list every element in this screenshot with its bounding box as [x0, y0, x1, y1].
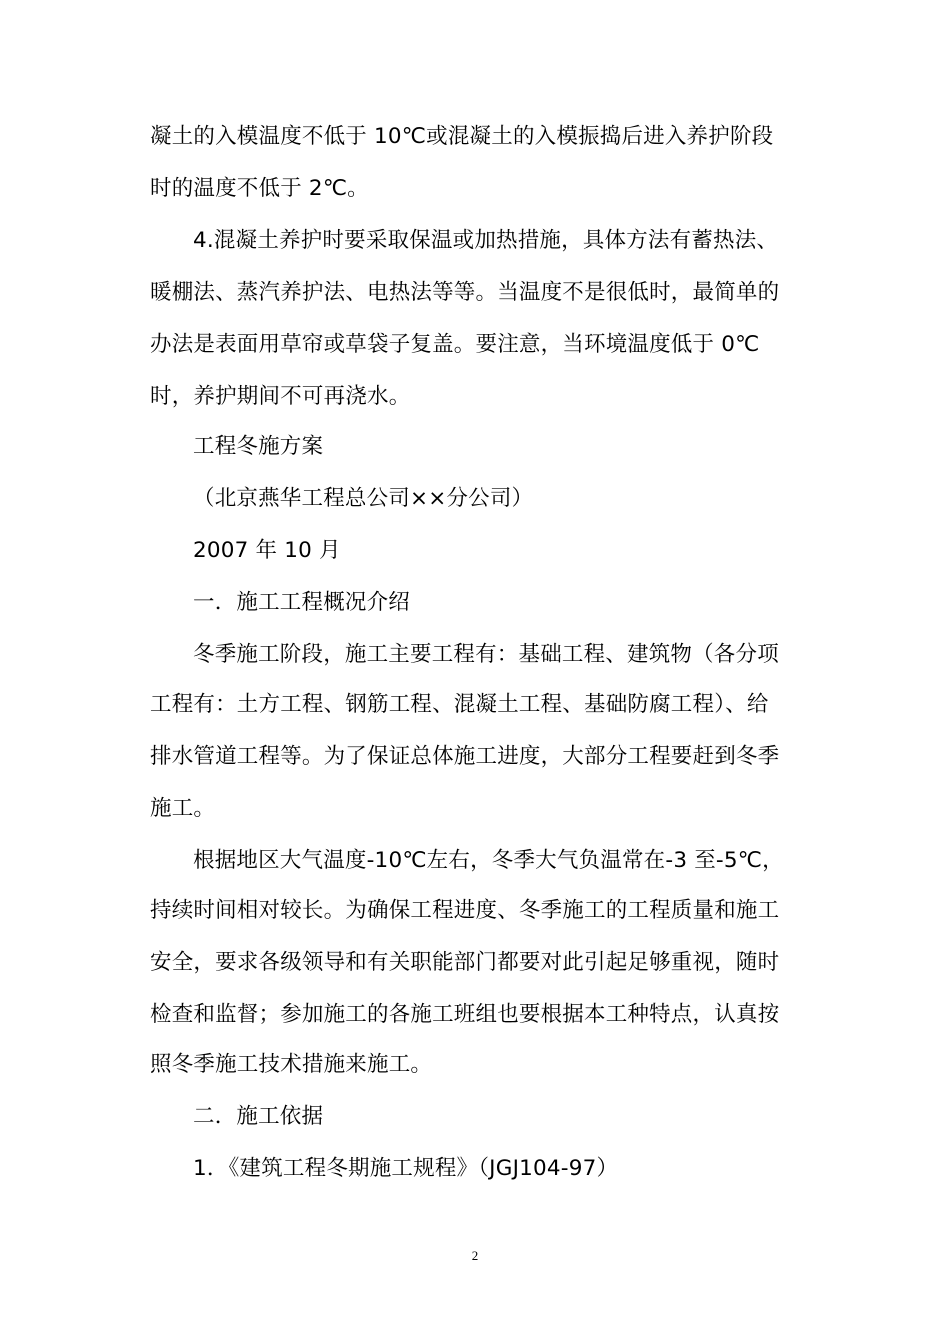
page-number: 2: [471, 1248, 479, 1263]
document-date: 2007 年 10 月: [193, 538, 341, 563]
paragraph-line: 时，养护期间不可再浇水。: [150, 384, 411, 409]
paragraph-line: 检查和监督；参加施工的各施工班组也要根据本工种特点，认真按: [150, 1002, 780, 1027]
section-heading: 二．施工依据: [193, 1104, 324, 1129]
paragraph-line: 安全，要求各级领导和有关职能部门都要对此引起足够重视，随时: [150, 950, 780, 975]
paragraph-line: 工程有：土方工程、钢筋工程、混凝土工程、基础防腐工程）、给: [150, 692, 769, 717]
paragraph-line: 照冬季施工技术措施来施工。: [150, 1052, 433, 1077]
section-heading: 一．施工工程概况介绍: [193, 590, 411, 615]
paragraph-line: 根据地区大气温度-10℃左右，冬季大气负温常在-3 至-5℃，: [193, 848, 784, 873]
paragraph-line: 排水管道工程等。为了保证总体施工进度，大部分工程要赶到冬季: [150, 744, 780, 769]
paragraph-line: 暖棚法、蒸汽养护法、电热法等等。当温度不是很低时，最简单的: [150, 280, 780, 305]
list-item: 1．《建筑工程冬期施工规程》（JGJ104-97）: [193, 1156, 619, 1181]
paragraph-line: 冬季施工阶段，施工主要工程有：基础工程、建筑物（各分项: [193, 642, 779, 667]
paragraph-line: 凝土的入模温度不低于 10℃或混凝土的入模振捣后进入养护阶段: [150, 124, 774, 149]
document-author: （北京燕华工程总公司××分公司）: [193, 486, 534, 511]
paragraph-line: 时的温度不低于 2℃。: [150, 176, 369, 201]
paragraph-line: 持续时间相对较长。为确保工程进度、冬季施工的工程质量和施工: [150, 898, 780, 923]
document-title: 工程冬施方案: [193, 434, 324, 459]
paragraph-line: 办法是表面用草帘或草袋子复盖。要注意，当环境温度低于 0℃: [150, 332, 760, 357]
paragraph-line: 施工。: [150, 796, 216, 821]
paragraph-line: 4.混凝土养护时要采取保温或加热措施，具体方法有蓄热法、: [193, 228, 779, 253]
